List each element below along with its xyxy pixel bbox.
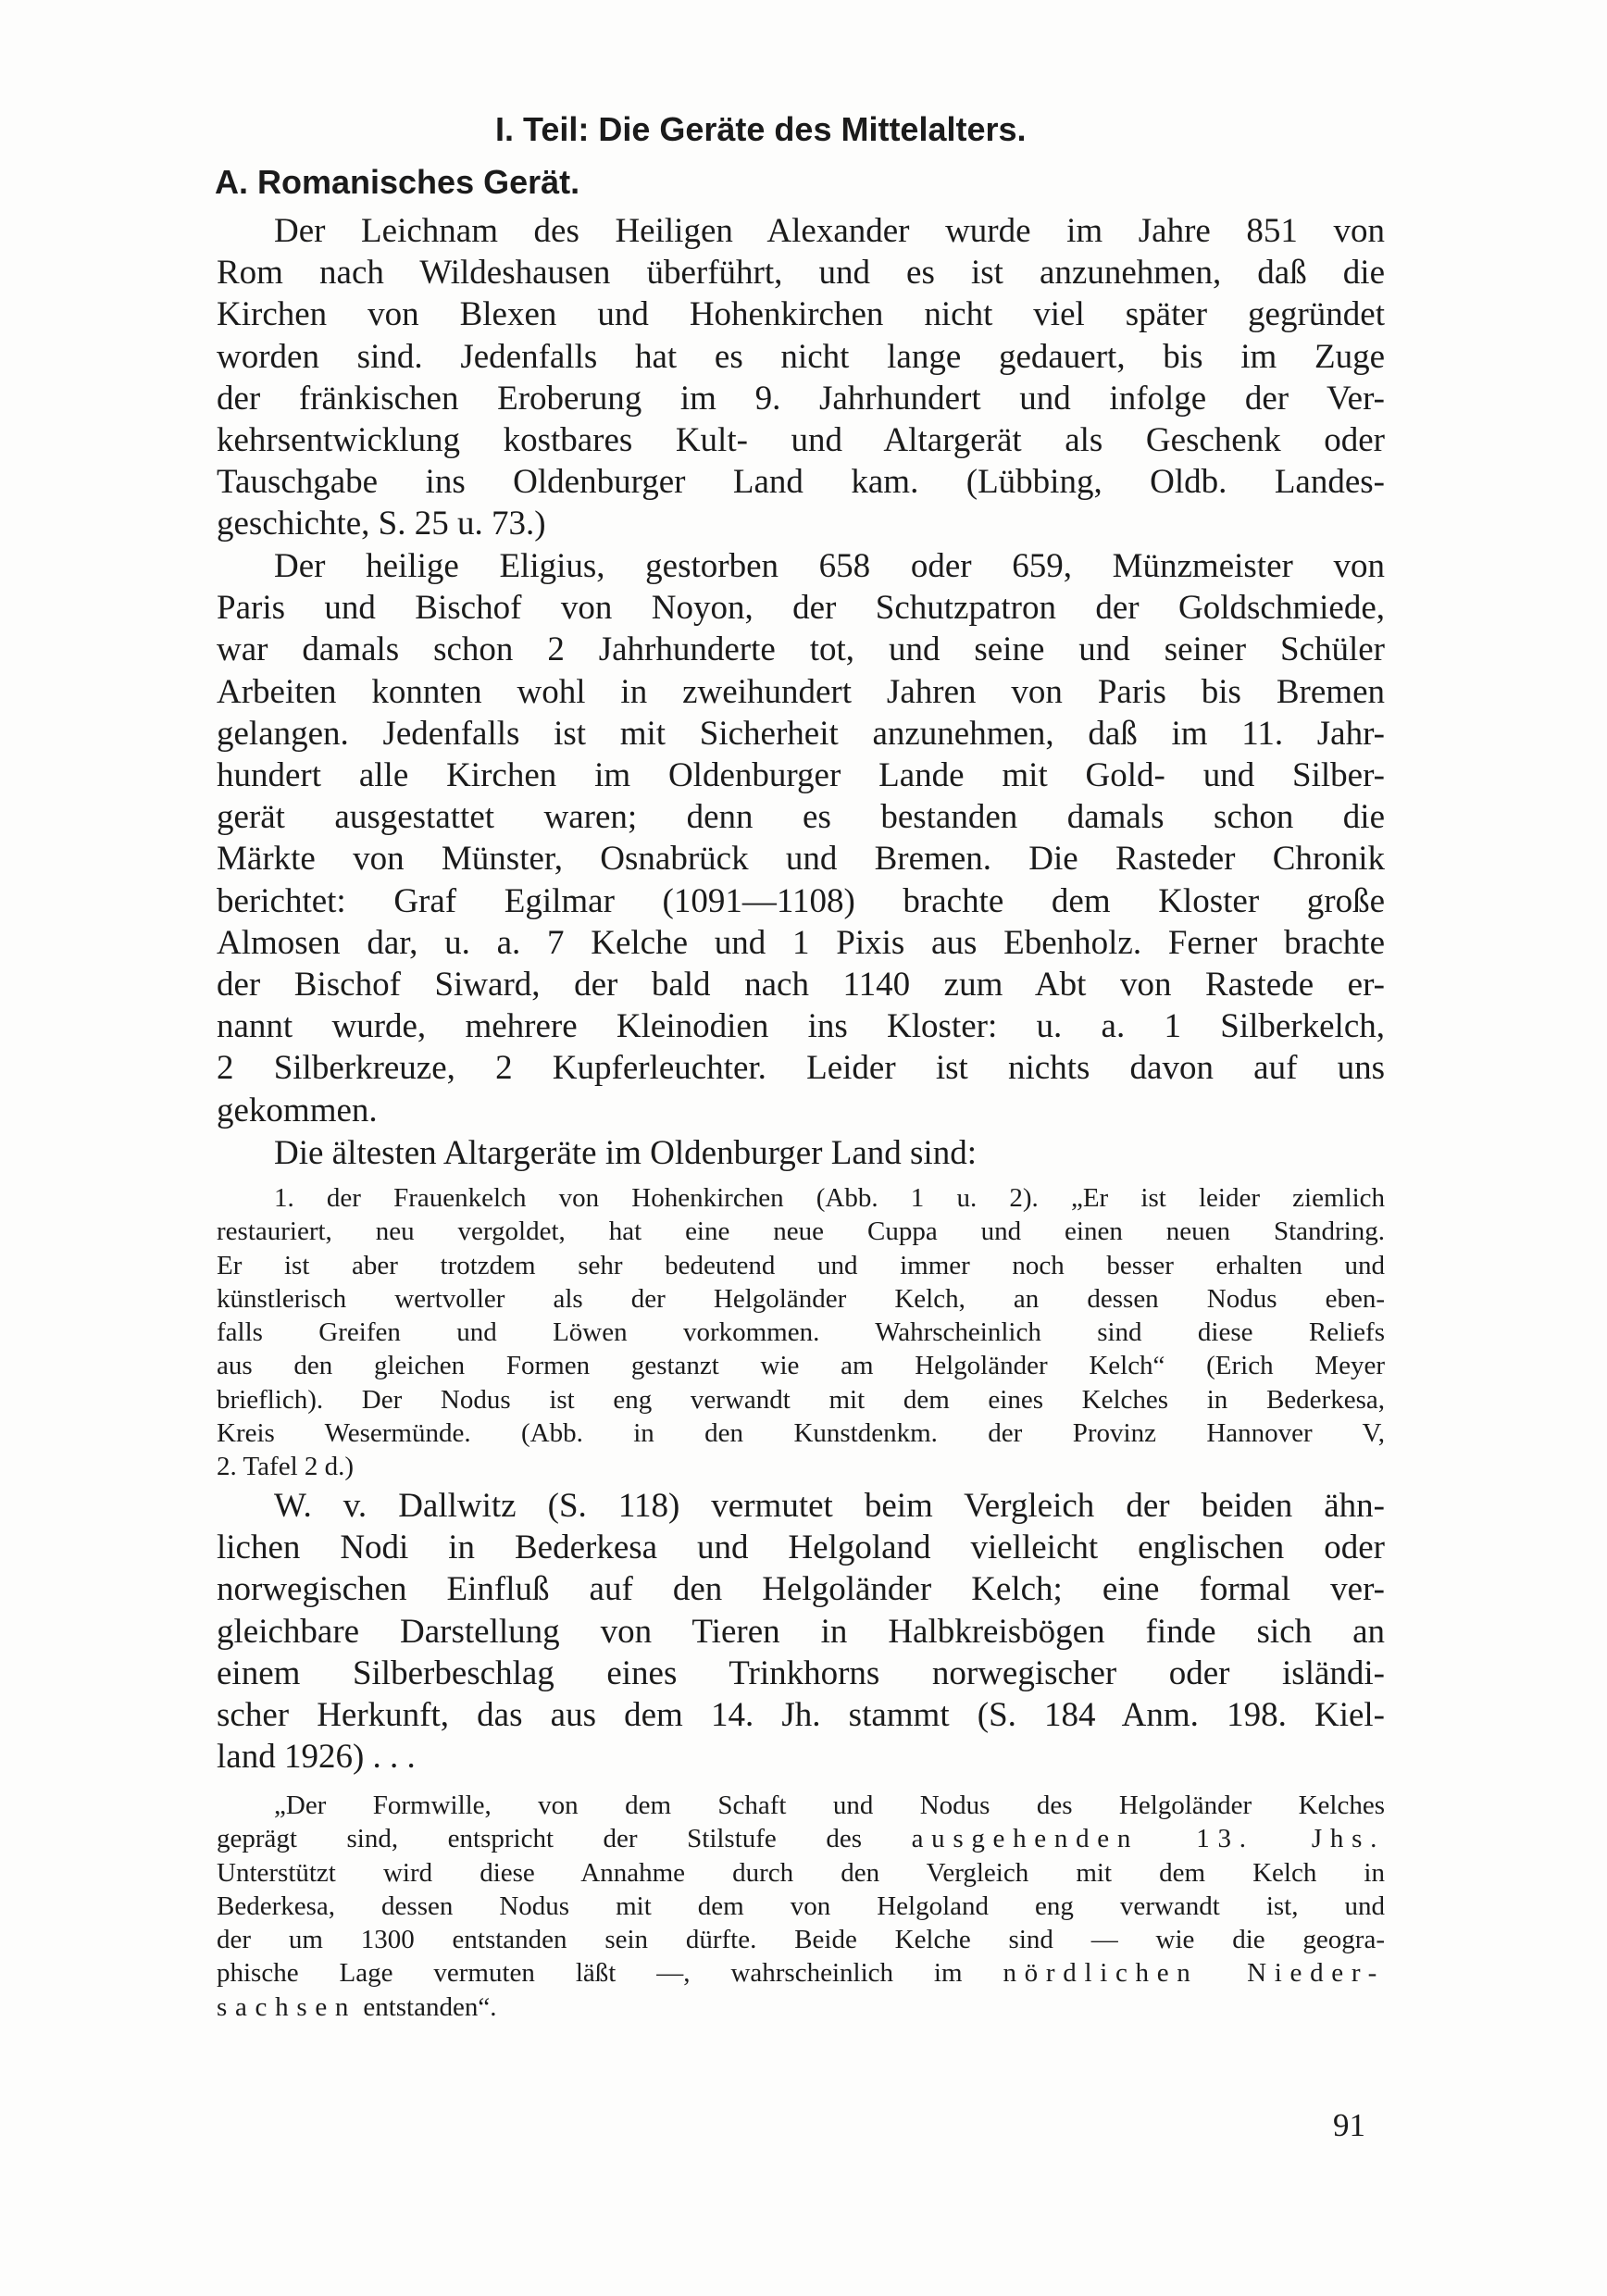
paragraph-relics: [217, 210, 1385, 545]
text-line: Kirchen von Blexen und Hohenkirchen nicht viel später gegründet: [217, 295, 1385, 334]
text-line: Der heilige Eligius, gestorben 658 oder 659, Münzmeister von: [274, 547, 1385, 585]
text-line: scher Herkunft, das aus dem 14. Jh. stammt (S. 184 Anm. 198. Kiel-: [217, 1696, 1385, 1735]
text-line: berichtet: Graf Egilmar (1091—1108) brachte dem Kloster große: [217, 881, 1385, 920]
text-line: Märkte von Münster, Osnabrück und Bremen. Die Rasteder Chronik: [217, 840, 1385, 879]
text-line: war damals schon 2 Jahrhunderte tot, und seine und seiner Schüler: [217, 630, 1385, 669]
quote-text: entstanden“.: [363, 1991, 497, 2022]
text-line: [217, 1990, 1385, 2024]
text-line: Der Leichnam des Heiligen Alexander wurde im Jahre 851 von: [274, 212, 1385, 250]
text-line: 1. der Frauenkelch von Hohenkirchen (Abb. 1 u. 2). „Er ist leider ziemlich: [274, 1183, 1385, 1213]
text-line: Almosen dar, u. a. 7 Kelche und 1 Pixis aus Ebenholz. Ferner brachte: [217, 923, 1385, 962]
text-line: nannt wurde, mehrere Kleinodien ins Kloster: u. a. 1 Silberkelch,: [217, 1007, 1385, 1046]
text-line: brieflich). Der Nodus ist eng verwandt mit dem eines Kelches in Bederkesa,: [217, 1384, 1385, 1415]
text-line: Tauschgabe ins Oldenburger Land kam. (Lübbing, Oldb. Landes-: [217, 463, 1385, 502]
text-line: Arbeiten konnten wohl in zweihundert Jahren von Paris bis Bremen: [217, 672, 1385, 711]
paragraph-dallwitz: [217, 1485, 1385, 1778]
text-line: „Der Formwille, von dem Schaft und Nodus des Helgoländer Kelches: [274, 1791, 1385, 1820]
spaced-emphasis: ausgehenden 13. Jhs.: [911, 1824, 1386, 1854]
text-line: gelangen. Jedenfalls ist mit Sicherheit anzunehmen, daß im 11. Jahr-: [217, 714, 1385, 753]
spaced-emphasis: sachsen: [217, 1991, 357, 2022]
text-line: geschichte, S. 25 u. 73.): [217, 505, 546, 543]
text-line: worden sind. Jedenfalls hat es nicht lange gedauert, bis im Zuge: [217, 337, 1385, 376]
section-heading: A. Romanisches Gerät.: [215, 163, 580, 201]
page-number: 91: [1333, 2107, 1365, 2143]
text-line: falls Greifen und Löwen vorkommen. Wahrscheinlich sind diese Reliefs: [217, 1317, 1385, 1348]
text-line: W. v. Dallwitz (S. 118) vermutet beim Vergleich der beiden ähn-: [274, 1487, 1385, 1525]
quote-text: geprägt sind, entspricht der Stilstufe des: [217, 1824, 863, 1854]
text-line: Paris und Bischof von Noyon, der Schutzpatron der Goldschmiede,: [217, 589, 1385, 628]
paragraph-oldest-devices: [217, 1132, 1385, 1174]
text-line: der fränkischen Eroberung im 9. Jahrhundert und infolge der Ver-: [217, 379, 1385, 418]
text-line: Er ist aber trotzdem sehr bedeutend und immer noch besser erhalten und: [217, 1250, 1385, 1280]
text-line: der Bischof Siward, der bald nach 1140 zum Abt von Rastede er-: [217, 966, 1385, 1004]
spaced-emphasis: nördlichen Nieder-: [1003, 1958, 1386, 1989]
list-item-frauenkelch: [217, 1181, 1385, 1484]
text-line: der um 1300 entstanden sein dürfte. Beide Kelche sind — wie die geogra-: [217, 1925, 1385, 1955]
text-line: land 1926) . . .: [217, 1738, 416, 1777]
text-line: aus den gleichen Formen gestanzt wie am Helgoländer Kelch“ (Erich Meyer: [217, 1351, 1385, 1381]
text-line: lichen Nodi in Bederkesa und Helgoland vielleicht englischen oder: [217, 1529, 1385, 1567]
text-line: Rom nach Wildeshausen überführt, und es ist anzunehmen, daß die: [217, 254, 1385, 293]
text-line: gekommen.: [217, 1091, 378, 1129]
text-line: hundert alle Kirchen im Oldenburger Lande mit Gold- und Silber-: [217, 756, 1385, 795]
text-line: [217, 1956, 1385, 1990]
text-line: Kreis Wesermünde. (Abb. in den Kunstdenkm. der Provinz Hannover V,: [217, 1418, 1385, 1449]
text-line: restauriert, neu vergoldet, hat eine neue Cuppa und einen neuen Standring.: [217, 1217, 1385, 1247]
text-line: Bederkesa, dessen Nodus mit dem von Helgoland eng verwandt ist, und: [217, 1890, 1385, 1921]
text-line: Unterstützt wird diese Annahme durch den Vergleich mit dem Kelch in: [217, 1857, 1385, 1888]
text-line: einem Silberbeschlag eines Trinkhorns norwegischer oder isländi-: [217, 1653, 1385, 1692]
part-heading: I. Teil: Die Geräte des Mittelalters.: [495, 110, 1027, 148]
quote-text: phische Lage vermuten läßt —, wahrscheinlich im: [217, 1958, 963, 1989]
text-line: Die ältesten Altargeräte im Oldenburger Land sind:: [274, 1134, 977, 1172]
quote-formwille: [217, 1789, 1385, 2024]
text-line: gleichbare Darstellung von Tieren in Halbkreisbögen finde sich an: [217, 1612, 1385, 1651]
text-line: 2. Tafel 2 d.): [217, 1452, 355, 1482]
text-line: künstlerisch wertvoller als der Helgoländer Kelch, an dessen Nodus eben-: [217, 1283, 1385, 1314]
text-line: gerät ausgestattet waren; denn es bestanden damals schon die: [217, 798, 1385, 837]
text-line: norwegischen Einfluß auf den Helgoländer Kelch; eine formal ver-: [217, 1570, 1385, 1609]
text-line: 2 Silberkreuze, 2 Kupferleuchter. Leider ist nichts davon auf uns: [217, 1049, 1385, 1088]
text-line: [217, 1822, 1385, 1855]
paragraph-eligius: [217, 545, 1385, 1131]
text-line: kehrsentwicklung kostbares Kult- und Altargerät als Geschenk oder: [217, 421, 1385, 460]
